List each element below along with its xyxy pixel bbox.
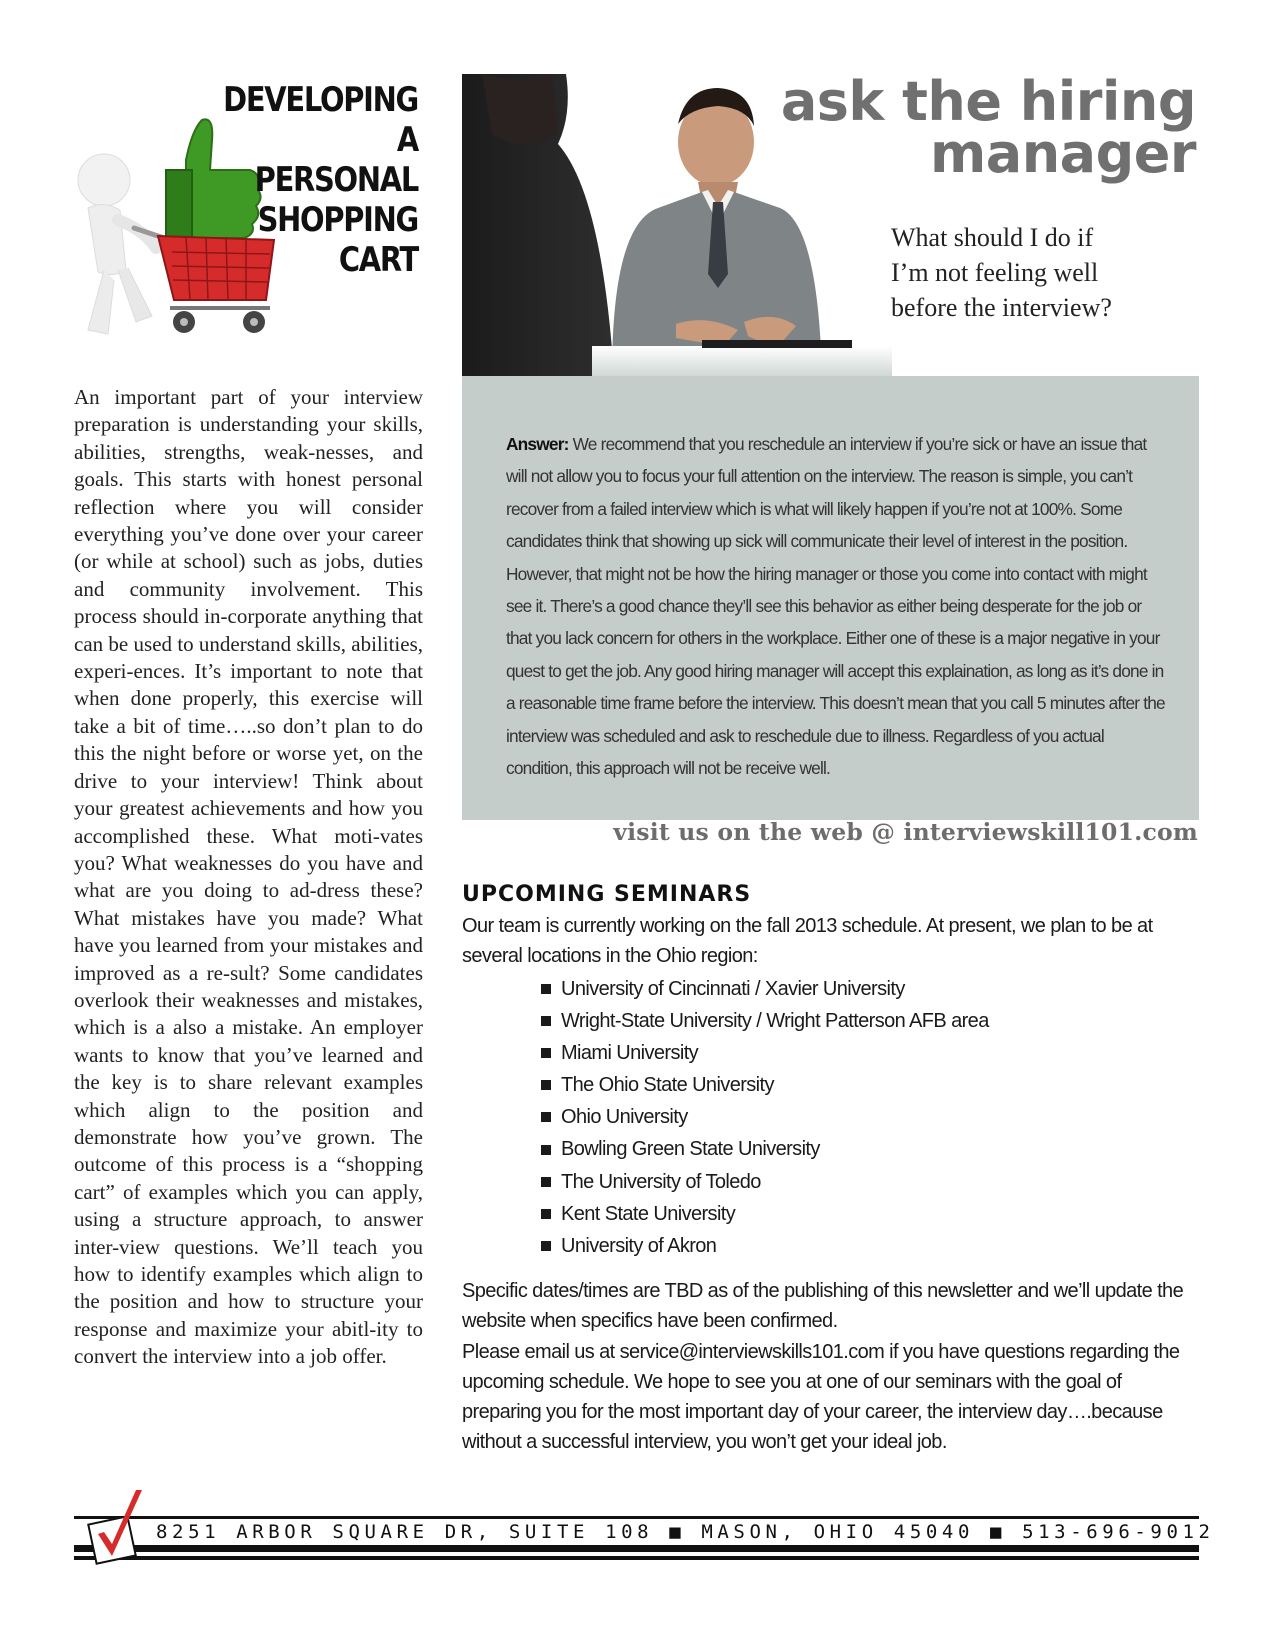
left-title-line-2: PERSONAL [254,160,418,200]
left-title-line-1: DEVELOPING A [223,80,418,160]
location-label: Miami University [561,1042,699,1065]
question-line-1: What should I do if [891,223,1094,252]
footer-rule-bottom-thin [74,1556,1199,1560]
bullet-square-icon [541,1016,551,1026]
ask-title-line-1: ask the hiring [780,70,1196,133]
location-label: University of Cincinnati / Xavier University [561,978,905,1000]
seminars-email-note: Please email us at service@interviewskills101.com if you have questions regarding the upcoming schedule. We hope to see you at one of our seminars with the goal of preparing you for the most important day of your career, the interview day….because without a successful interview, you won’t get your ideal job. [462,1341,1180,1453]
left-article-body: An important part of your interview preparation is understanding your skills, abilities, strengths, weak-nesses, and goals. This starts with honest personal reflection where you will consider everything you’ve done over your career (or while at school) such as jobs, duties and community involvement. This process should in-corporate anything that can be used to understand skills, abilities, experi-ences. It’s important to note that when done properly, this exercise will take a bit of time…..so don’t plan to do this the night before or worse yet, on the drive to your interview! Think about your greatest achievements and how you accomplished these. What moti-vates you? What weaknesses do you have and what are you doing to ad-dress these? What mistakes have you made? What have you learned from your mistakes and improved as a re-sult? Some candidates overlook their weaknesses and mistakes, which is a also a mistake. An employer wants to know that you’ve learned and the key is to share relevant examples which align to the position and demonstrate how you’ve grown. The outcome of this process is a “shopping cart” of examples which you can apply, using a structure approach, to answer inter-view questions. We’ll teach you how to identify examples which align to the position and how to structure your response and maximize your abitl-ity to convert the interview into a job offer. [74,385,423,1369]
footer-address: 8251 ARBOR SQUARE DR, SUITE 108 ■ MASON, OHIO 45040 ■ 513-696-9012 [156,1521,1215,1543]
location-label: Bowling Green State University [561,1138,820,1161]
list-item [541,1230,989,1262]
bullet-square-icon [541,984,551,994]
list-item [541,973,989,1005]
bullet-square-icon [541,1241,551,1251]
bullet-square-icon [541,1048,551,1058]
answer-body: We recommend that you reschedule an interview if you’re sick or have an issue that will not allow you to focus your full attention on the interview. The reason is simple, you can’t recover from a failed interview which is what will likely happen if you’re not at 100%. Some candidates think that showing up sick will communicate their level of interest in the position. However, that might not be how the hiring manager or those you come into contact with might see it. There’s a good chance they’ll see this behavior as either being desperate for the job or that you lack concern for others in the workplace. Either one of these is a major negative in your quest to get the job. Any good hiring manager will accept this explaination, as long as it’s done in a reasonable time frame before the interview. This doesn’t mean that you call 5 minutes after the interview was scheduled and ask to reschedule due to illness. Regardless of you actual condition, this approach will not be receive well. [506,434,1165,779]
bullet-square-icon [541,1145,551,1155]
list-item [541,1037,989,1069]
location-label: Kent State University [561,1202,736,1225]
list-item [541,1166,989,1198]
bullet-square-icon [541,1209,551,1219]
list-item [541,1101,989,1133]
ask-hiring-manager-title [780,70,1196,185]
seminar-locations-list [541,973,989,1262]
list-item [541,1069,989,1101]
footer-rule-top [74,1516,1199,1519]
list-item [541,1133,989,1165]
bullet-square-icon [541,1177,551,1187]
ask-title-line-2: manager [930,122,1196,185]
location-label: The University of Toledo [561,1170,761,1193]
website-link[interactable]: visit us on the web @ interviewskill101.com [613,818,1198,846]
answer-text [506,428,1166,784]
location-label: The Ohio State University [561,1074,774,1097]
bullet-square-icon [541,1112,551,1122]
bullet-square-icon [541,1080,551,1090]
left-article-title [207,80,418,280]
list-item [541,1198,989,1230]
hiring-manager-question [891,220,1191,325]
location-label: Wright-State University / Wright Patterson AFB area [561,1010,989,1033]
answer-label: Answer: [506,434,569,454]
checkmark-logo-icon [86,1486,150,1566]
footer-rule-bottom [74,1545,1199,1552]
list-item [541,1005,989,1037]
left-title-line-4: CART [338,240,418,280]
question-line-2: I’m not feeling well [891,258,1099,287]
left-title-line-3: SHOPPING [257,200,418,240]
seminars-intro: Our team is currently working on the fall 2013 schedule. At present, we plan to be at several locations in the Ohio region: [462,915,1153,967]
location-label: Ohio University [561,1106,688,1129]
seminars-dates-note: Specific dates/times are TBD as of the publishing of this newsletter and we’ll update the website when specifics have been confirmed. [462,1280,1184,1332]
location-label: University of Akron [561,1234,717,1257]
seminars-heading: UPCOMING SEMINARS [462,882,752,907]
question-line-3: before the interview? [891,293,1112,322]
